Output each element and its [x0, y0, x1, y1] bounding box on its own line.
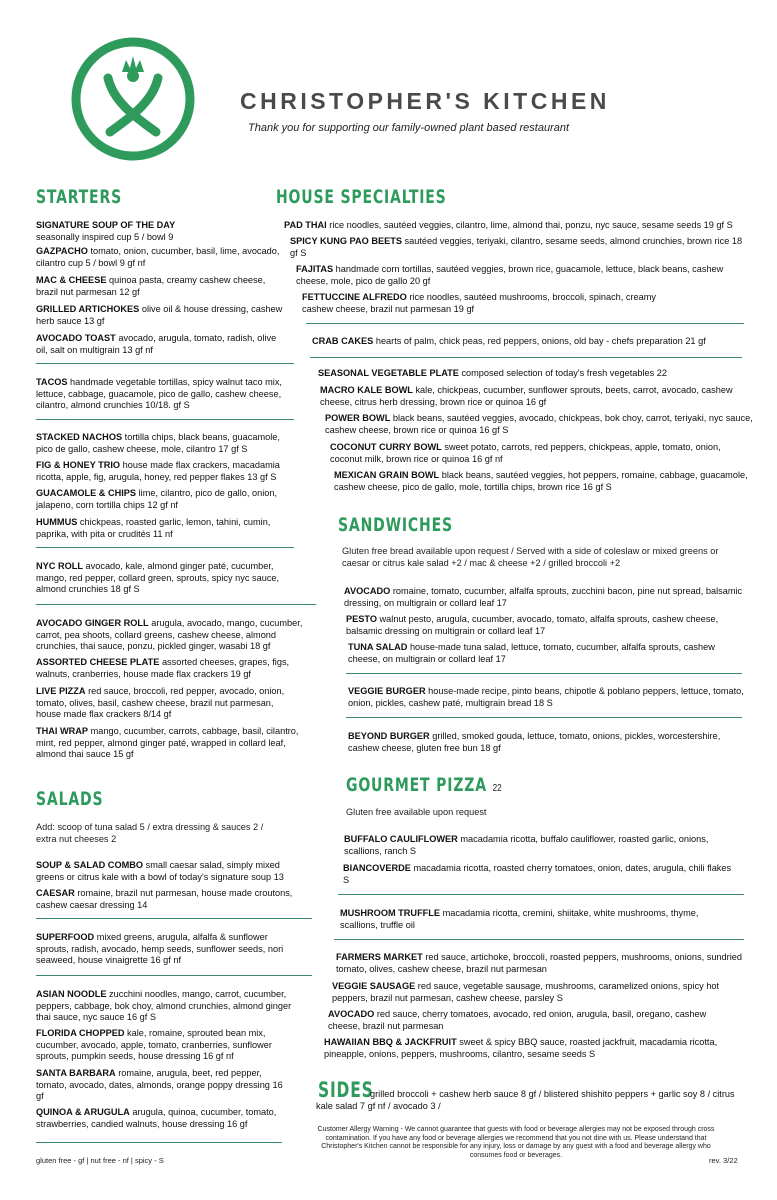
item-name: VEGGIE BURGER	[348, 686, 426, 696]
menu-item	[36, 989, 306, 1024]
item-desc: house-made recipe, pinto beans, chipotle & poblano peppers, lettuce, tomato, onion, pickles, cashew paté, multigrain bread 18 S	[348, 686, 744, 708]
item-desc: romaine, arugula, beet, red pepper, tomato, avocado, dates, almonds, orange poppy dressing 16 gf	[36, 1068, 283, 1102]
item-desc: arugula, quinoa, cucumber, tomato, strawberries, candied walnuts, house dressing 16 gf	[36, 1107, 277, 1129]
item-desc: composed selection of today's fresh vegetables 22	[461, 368, 667, 378]
sides-heading: SIDES	[318, 1078, 374, 1102]
item-desc: mixed greens, arugula, alfalfa & sunflower sprouts, radish, avocado, hemp seeds, sunflower seeds, nori seaweed, house vinaigrette 16 gf nf	[36, 932, 284, 966]
gourmet-pizza-heading	[346, 774, 502, 796]
menu-item	[312, 336, 752, 348]
divider	[36, 918, 312, 919]
item-desc: mango, cucumber, carrots, cabbage, basil, cilantro, mint, red pepper, almond ginger paté, wrapped in collard leaf, almond thai sauce 15 gf	[36, 726, 299, 760]
item-name: HUMMUS	[36, 517, 78, 527]
divider	[338, 894, 744, 895]
pizza-note: Gluten free available upon request	[346, 807, 487, 817]
menu-item	[36, 220, 281, 243]
item-name: MUSHROOM TRUFFLE	[340, 908, 441, 918]
item-desc: assorted cheeses, grapes, figs, walnuts, cranberries, house made flax crackers 19 gf	[36, 657, 290, 679]
item-name: SIGNATURE SOUP OF THE DAY	[36, 220, 176, 230]
item-name: ASIAN NOODLE	[36, 989, 107, 999]
item-desc: arugula, avocado, mango, cucumber, carrot, pea shoots, collard greens, cashew cheese, almond crunchies, thai sauce, ponzu, pickled ginger, wasabi 18 gf	[36, 618, 303, 652]
divider	[36, 547, 294, 548]
item-desc: zucchini noodles, mango, carrot, cucumber, peppers, cabbage, bok choy, almond crunchies, almond ginger thai sauce, nyc sauce 16 gf S	[36, 989, 292, 1023]
sides-list: grilled broccoli + cashew herb sauce 8 gf / blistered shishito peppers + garlic soy 8 / citrus kale salad 7 gf nf / avocado 3 /	[316, 1089, 735, 1111]
allergy-warning: Customer Allergy Warning - We cannot guarantee that guests with food or beverage allergies may not be exposed through cross contamination. If you have any food or beverage allergies we recommend that you not dine with us. Please understand that Christopher's Kitchen cannot be responsible for any injury, loss or damage by any guest with a food and beverage allergy who consumes food or beverages.	[317, 1126, 715, 1159]
menu-item	[325, 413, 755, 436]
item-desc: romaine, brazil nut parmesan, house made croutons, cashew caesar dressing 14	[36, 888, 293, 910]
menu-item	[36, 1068, 286, 1103]
restaurant-name: CHRISTOPHER'S KITCHEN	[240, 88, 610, 114]
item-name: LIVE PIZZA	[36, 686, 86, 696]
item-name: CRAB CAKES	[312, 336, 374, 346]
item-name: TUNA SALAD	[348, 642, 408, 652]
item-desc: kale, romaine, sprouted bean mix, cucumber, avocado, apple, tomato, cranberries, sunflower sprouts, pumpkin seeds, house dressing 16 gf nf	[36, 1028, 272, 1062]
divider	[36, 363, 294, 364]
menu-item	[332, 981, 742, 1004]
salads-heading: SALADS	[36, 788, 104, 810]
item-name: SUPERFOOD	[36, 932, 95, 942]
item-desc: sweet & spicy BBQ sauce, roasted jackfruit, macadamia ricotta, pineapple, onions, peppers, mushrooms, cilantro, sesame seeds S	[324, 1037, 718, 1059]
item-name: GRILLED ARTICHOKES	[36, 304, 140, 314]
item-desc: black beans, sautéed veggies, avocado, chickpeas, bok choy, carrot, teriyaki, nyc sauce, cashew cheese, brown rice or quinoa 16 gf S	[325, 413, 753, 435]
item-desc: black beans, sautéed veggies, hot peppers, romaine, cabbage, guacamole, cashew cheese, pico de gallo, mole, tortilla chips, brown rice 16 gf S	[334, 470, 748, 492]
item-name: SANTA BARBARA	[36, 1068, 116, 1078]
menu-item	[290, 236, 750, 259]
item-desc: red sauce, artichoke, broccoli, roasted peppers, mushrooms, onions, sundried tomato, olives, cashew cheese, brazil nut parmesan	[336, 952, 742, 974]
dietary-legend: gluten free - gf | nut free - nf | spicy - S	[36, 1156, 164, 1165]
item-desc: grilled, smoked gouda, lettuce, tomato, onions, pickles, worcestershire, cashew cheese, gluten free bun 18 gf	[348, 731, 721, 753]
divider	[36, 1142, 282, 1143]
item-desc: macadamia ricotta, roasted cherry tomatoes, onion, dates, arugula, chili flakes S	[343, 863, 732, 885]
item-desc: red sauce, vegetable sausage, mushrooms, caramelized onions, spicy hot peppers, brazil nut parmesan, cashew cheese, parsley S	[332, 981, 720, 1003]
item-name: BUFFALO CAULIFLOWER	[344, 834, 458, 844]
item-desc: house made flax crackers, macadamia ricotta, apple, fig, arugula, honey, red pepper flakes 13 gf S	[36, 460, 280, 482]
menu-item	[36, 618, 318, 653]
menu-item	[348, 642, 738, 665]
salads-add-note: Add: scoop of tuna salad 5 / extra dressing & sauces 2 / extra nut cheeses 2	[36, 822, 264, 844]
menu-item	[36, 686, 298, 721]
menu-item	[36, 517, 291, 540]
menu-item	[340, 908, 720, 931]
menu-item	[348, 731, 753, 754]
revision-date: rev. 3/22	[709, 1156, 738, 1165]
item-desc: tortilla chips, black beans, guacamole, pico de gallo, cashew cheese, mole, cilantro 17 gf S	[36, 432, 280, 454]
item-desc: romaine, tomato, cucumber, alfalfa sprouts, zucchini bacon, pine nut spread, balsamic dressing, on multigrain or collard leaf 17	[344, 586, 743, 608]
item-name: AVOCADO	[344, 586, 391, 596]
item-desc: macadamia ricotta, cremini, shiitake, white mushrooms, thyme, scallions, truffle oil	[340, 908, 699, 930]
item-desc: macadamia ricotta, buffalo cauliflower, roasted garlic, onions, scallions, ranch S	[344, 834, 709, 856]
divider	[346, 717, 742, 718]
item-desc: handmade corn tortillas, sautéed veggies, brown rice, guacamole, lettuce, black beans, cashew cheese, mole, pico de gallo 20 gf	[296, 264, 724, 286]
starters-heading: STARTERS	[36, 186, 122, 208]
item-name: MAC & CHEESE	[36, 275, 107, 285]
menu-item	[36, 888, 311, 911]
item-name: NYC ROLL	[36, 561, 83, 571]
menu-item	[36, 304, 286, 327]
menu-item	[336, 952, 746, 975]
pizza-title: GOURMET PIZZA	[346, 774, 487, 796]
item-name: MACRO KALE BOWL	[320, 385, 413, 395]
menu-item	[284, 220, 754, 232]
item-name: HAWAIIAN BBQ & JACKFRUIT	[324, 1037, 457, 1047]
house-specialties-heading: HOUSE SPECIALTIES	[276, 186, 447, 208]
menu-item	[36, 726, 318, 761]
menu-item	[36, 1028, 306, 1063]
item-desc: red sauce, broccoli, red pepper, avocado, onion, tomato, olives, basil, cashew cheese, brazil nut parmesan, house made flax crackers 8/14 gf	[36, 686, 285, 720]
item-desc: small caesar salad, simply mixed greens or citrus kale with a bowl of today's signature soup 13	[36, 860, 284, 882]
sandwiches-note: Gluten free bread available upon request / Served with a side of coleslaw or mixed greens or caesar or citrus kale salad +2 / mac & cheese +2 / grilled broccoli +2	[342, 546, 719, 568]
menu-item	[36, 246, 281, 269]
menu-item	[36, 1107, 296, 1130]
menu-item	[36, 460, 298, 483]
item-desc: walnut pesto, arugula, cucumber, avocado, tomato, alfalfa sprouts, cashew cheese, balsamic dressing on multigrain or collard leaf 17	[346, 614, 719, 636]
menu-item	[36, 932, 301, 967]
item-name: ASSORTED CHEESE PLATE	[36, 657, 160, 667]
item-name: GAZPACHO	[36, 246, 88, 256]
item-desc: kale, chickpeas, cucumber, sunflower sprouts, beets, carrot, avocado, cashew cheese, citrus herb dressing, brown rice or quinoa 16 gf	[320, 385, 733, 407]
item-name: SEASONAL VEGETABLE PLATE	[318, 368, 459, 378]
divider	[310, 357, 742, 358]
menu-item	[344, 586, 744, 609]
item-name: SOUP & SALAD COMBO	[36, 860, 144, 870]
item-desc: rice noodles, sautéed mushrooms, broccoli, spinach, creamy cashew cheese, brazil nut parmesan 19 gf	[302, 292, 657, 314]
menu-item	[36, 275, 286, 298]
divider	[36, 419, 294, 420]
item-desc: olive oil & house dressing, cashew herb sauce 13 gf	[36, 304, 283, 326]
item-desc: hearts of palm, chick peas, red peppers, onions, old bay - chefs preparation 21 gf	[375, 336, 706, 346]
item-desc: rice noodles, sautéed veggies, cilantro, lime, almond thai, ponzu, nyc sauce, sesame seeds 19 gf S	[329, 220, 733, 230]
item-name: AVOCADO	[328, 1009, 375, 1019]
divider	[306, 323, 744, 324]
menu-item	[36, 860, 301, 883]
christophers-kitchen-logo-icon	[70, 36, 196, 162]
menu-item	[328, 1009, 738, 1032]
item-desc: sautéed veggies, teriyaki, cilantro, sesame seeds, almond crunchies, brown rice 18 gf S	[290, 236, 743, 258]
menu-item	[318, 368, 748, 380]
item-name: BEYOND BURGER	[348, 731, 430, 741]
menu-item	[320, 385, 750, 408]
item-desc: handmade vegetable tortillas, spicy walnut taco mix, lettuce, cabbage, guacamole, pico de gallo, cashew cheese, cilantro, almond crunchies 10/18. gf S	[36, 377, 282, 411]
item-name: PAD THAI	[284, 220, 327, 230]
menu-item	[296, 264, 736, 287]
item-desc: house-made tuna salad, lettuce, tomato, cucumber, alfalfa sprouts, cashew cheese, on multigrain or collard leaf 17	[348, 642, 715, 664]
menu-item	[344, 834, 734, 857]
sandwiches-heading: SANDWICHES	[338, 514, 453, 536]
item-name: MEXICAN GRAIN BOWL	[334, 470, 440, 480]
item-name: CAESAR	[36, 888, 75, 898]
item-name: FIG & HONEY TRIO	[36, 460, 121, 470]
item-name: FAJITAS	[296, 264, 334, 274]
menu-item	[302, 292, 682, 315]
menu-item	[36, 657, 298, 680]
item-desc: quinoa pasta, creamy cashew cheese, brazil nut parmesan 12 gf	[36, 275, 266, 297]
item-name: AVOCADO TOAST	[36, 333, 116, 343]
item-name: THAI WRAP	[36, 726, 89, 736]
divider	[334, 939, 744, 940]
pizza-price: 22	[492, 783, 502, 794]
divider	[346, 673, 742, 674]
item-name: FETTUCCINE ALFREDO	[302, 292, 407, 302]
item-desc: tomato, onion, cucumber, basil, lime, avocado, cilantro cup 5 / bowl 9 gf nf	[36, 246, 280, 268]
item-desc: avocado, arugula, tomato, radish, olive oil, salt on multigrain 13 gf nf	[36, 333, 277, 355]
item-desc: seasonally inspired cup 5 / bowl 9	[36, 231, 174, 242]
item-desc: avocado, kale, almond ginger paté, cucumber, mango, red pepper, collard green, sprouts, spicy nyc sauce, almond crunchies 18 gf S	[36, 561, 280, 595]
item-name: POWER BOWL	[325, 413, 391, 423]
item-desc: lime, cilantro, pico de gallo, onion, jalapeno, corn tortilla chips 12 gf nf	[36, 488, 278, 510]
divider	[36, 604, 316, 605]
item-name: AVOCADO GINGER ROLL	[36, 618, 149, 628]
menu-item	[36, 488, 294, 511]
item-name: PESTO	[346, 614, 377, 624]
menu-item	[346, 614, 746, 637]
item-name: GUACAMOLE & CHIPS	[36, 488, 137, 498]
menu-item	[330, 442, 750, 465]
item-name: TACOS	[36, 377, 68, 387]
item-desc: sweet potato, carrots, red peppers, chickpeas, apple, tomato, onion, coconut milk, brown rice or quinoa 16 gf nf	[330, 442, 721, 464]
item-name: VEGGIE SAUSAGE	[332, 981, 416, 991]
menu-item	[36, 377, 291, 412]
menu-item	[36, 333, 286, 356]
menu-item	[36, 561, 298, 596]
menu-item	[324, 1037, 754, 1060]
item-name: COCONUT CURRY BOWL	[330, 442, 442, 452]
menu-item	[36, 432, 296, 455]
item-desc: chickpeas, roasted garlic, lemon, tahini, cumin, paprika, with pita or crudités 11 nf	[36, 517, 271, 539]
item-desc: red sauce, cherry tomatoes, avocado, red onion, arugula, basil, oregano, cashew cheese, brazil nut parmesan	[328, 1009, 707, 1031]
menu-item	[343, 863, 733, 886]
divider	[36, 975, 312, 976]
item-name: BIANCOVERDE	[343, 863, 411, 873]
item-name: STACKED NACHOS	[36, 432, 123, 442]
item-name: FLORIDA CHOPPED	[36, 1028, 125, 1038]
tagline: Thank you for supporting our family-owned plant based restaurant	[248, 122, 570, 134]
item-name: SPICY KUNG PAO BEETS	[290, 236, 402, 246]
item-name: FARMERS MARKET	[336, 952, 423, 962]
menu-item	[334, 470, 754, 493]
menu-item	[348, 686, 748, 709]
item-name: QUINOA & ARUGULA	[36, 1107, 130, 1117]
